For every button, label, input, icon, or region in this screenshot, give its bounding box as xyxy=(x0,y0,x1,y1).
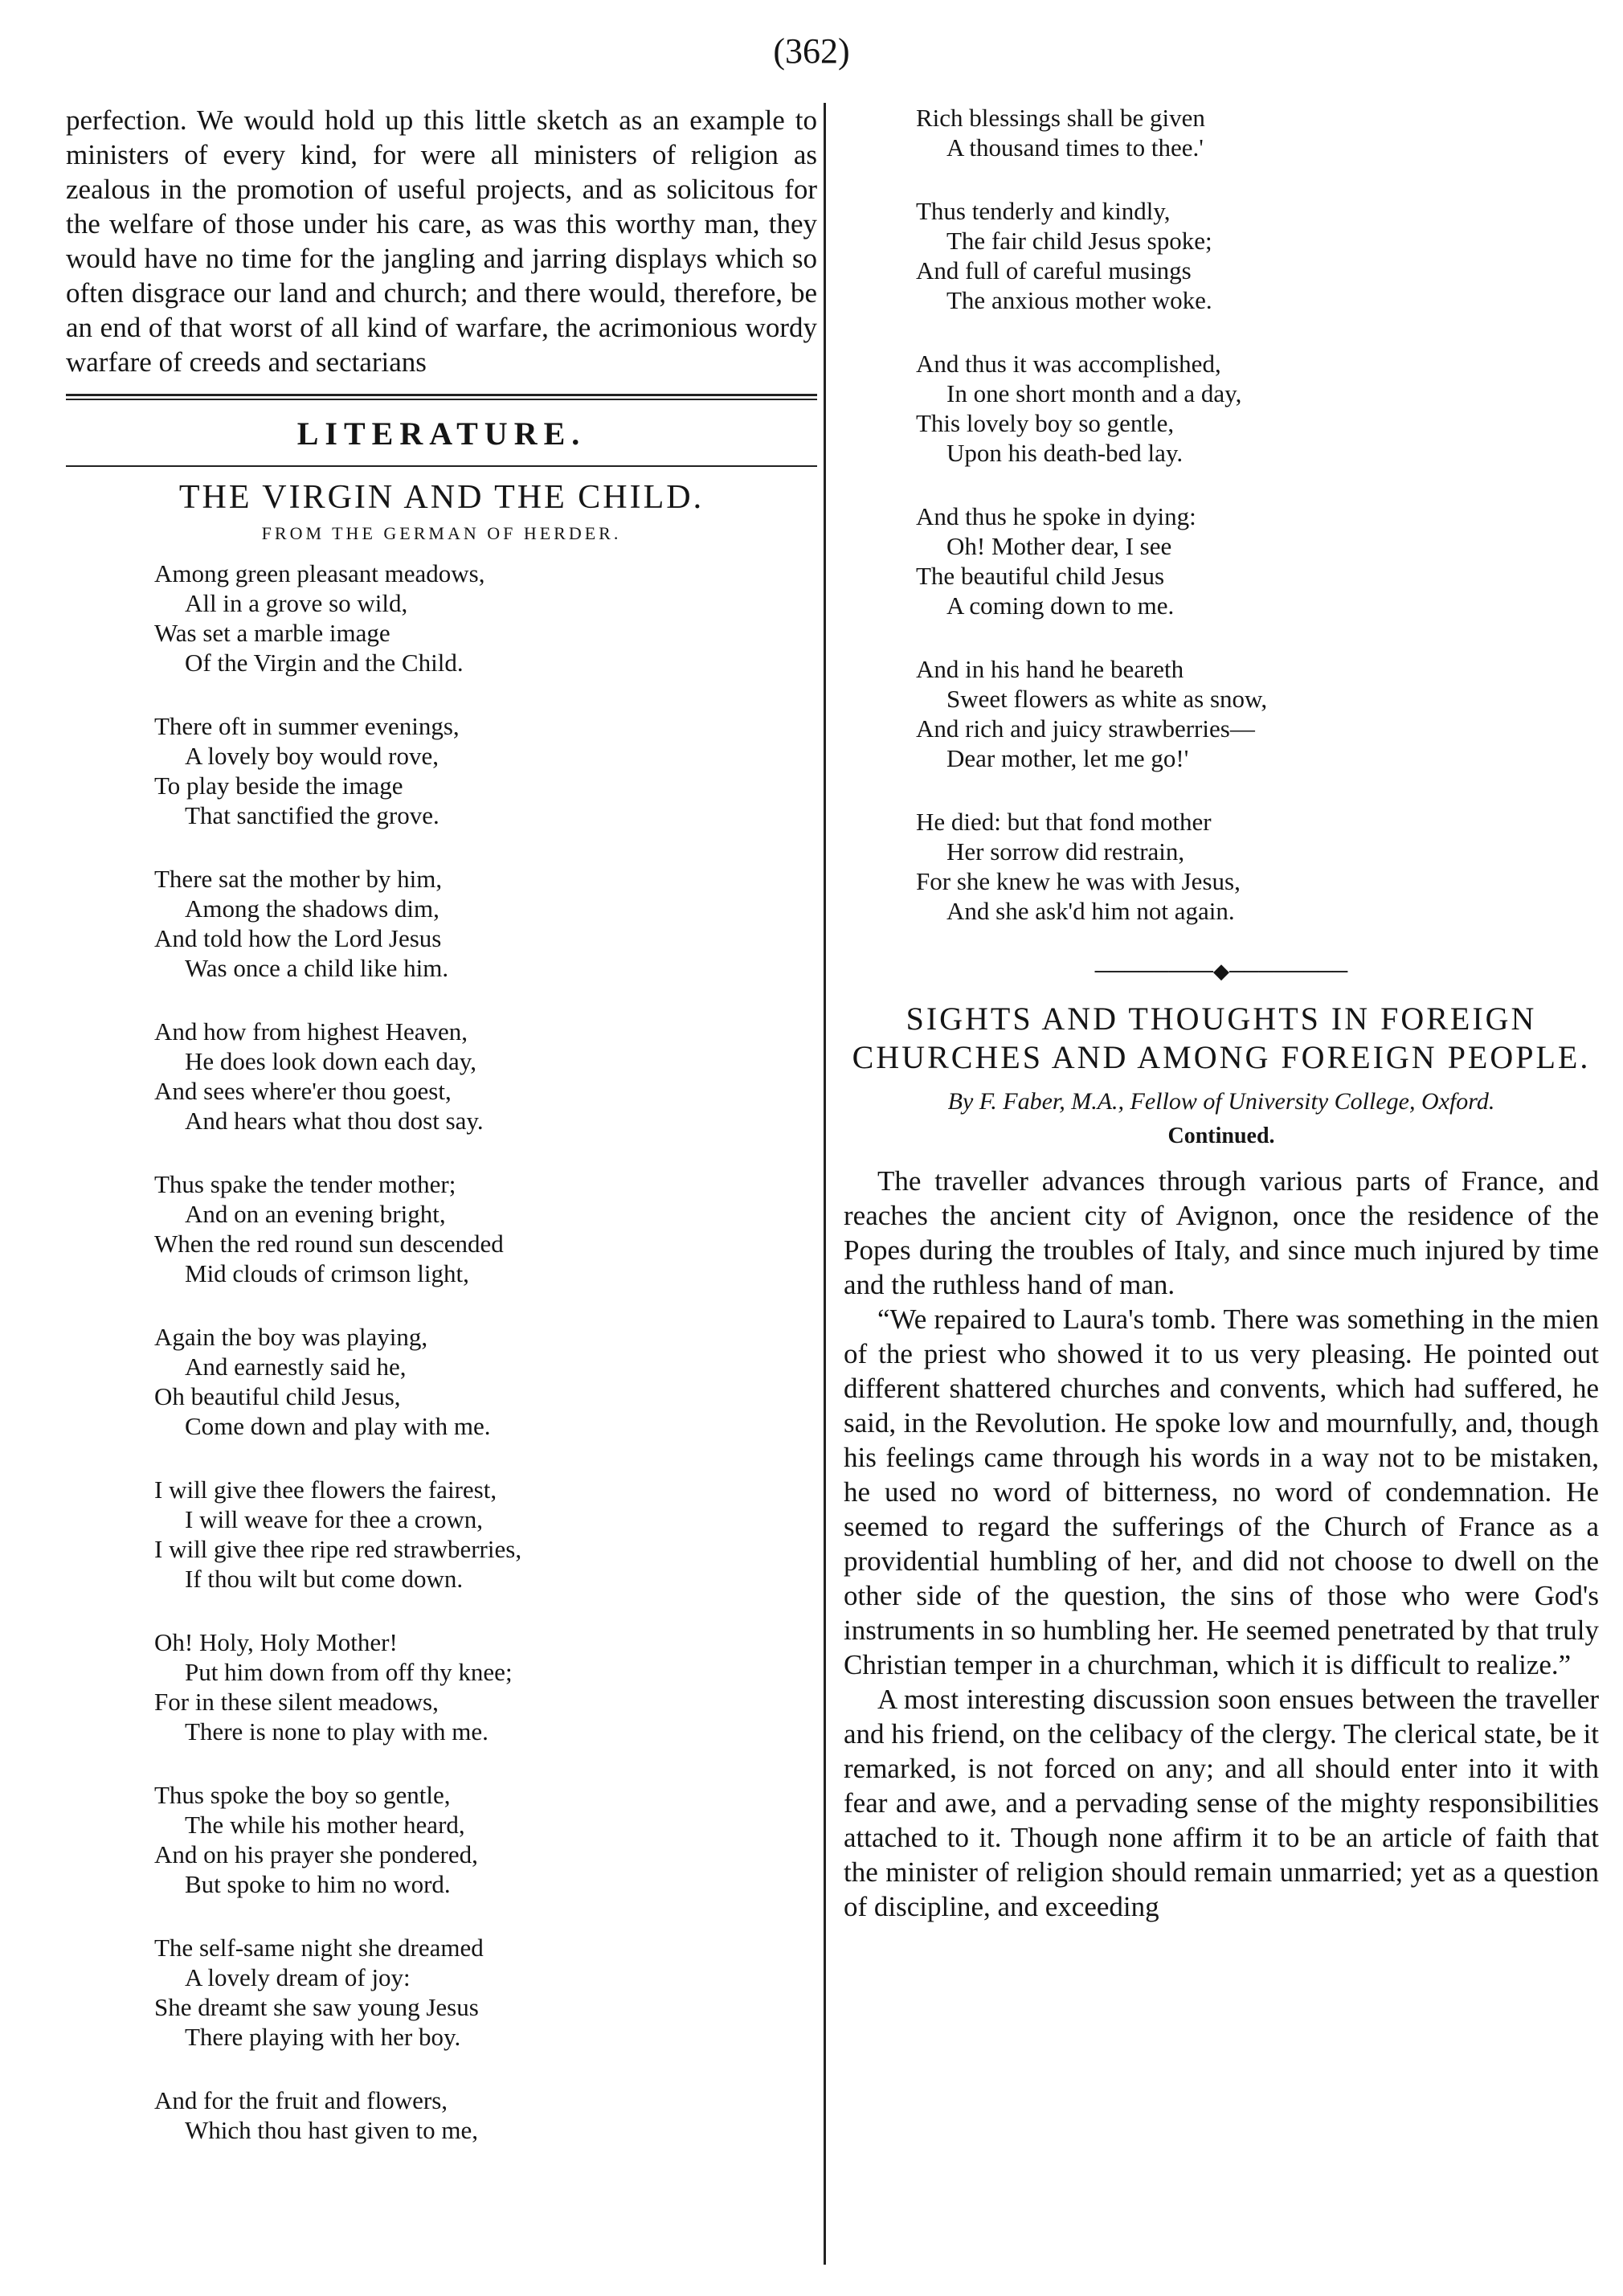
poem-line: And rich and juicy strawberries— xyxy=(916,714,1255,743)
poem-line: She dreamt she saw young Jesus xyxy=(154,1993,479,2021)
poem-line: And earnestly said he, xyxy=(185,1353,407,1381)
poem-line: A lovely boy would rove, xyxy=(185,742,439,770)
poem-line: When the red round sun descended xyxy=(154,1230,504,1258)
poem-line: I will give thee ripe red strawberries, xyxy=(154,1535,522,1563)
article-title: SIGHTS AND THOUGHTS IN FOREIGN CHURCHES AND AMONG FOREIGN PEOPLE. xyxy=(852,1001,1591,1075)
stanza xyxy=(154,711,817,830)
poem-line: Her sorrow did restrain, xyxy=(946,837,1185,866)
poem-line: And for the fruit and flowers, xyxy=(154,2086,448,2114)
poem-line: And sees where'er thou goest, xyxy=(154,1077,452,1105)
poem-line: Among the shadows dim, xyxy=(185,894,439,923)
poem-line: And thus it was accomplished, xyxy=(916,350,1221,378)
poem-line: That sanctified the grove. xyxy=(185,801,439,829)
left-column xyxy=(66,103,817,2179)
poem-line: Thus spoke the boy so gentle, xyxy=(154,1781,451,1809)
poem-line: The fair child Jesus spoke; xyxy=(946,227,1212,255)
poem-line: Thus spake the tender mother; xyxy=(154,1170,456,1198)
poem-line: In one short month and a day, xyxy=(946,379,1242,407)
poem-line: Was once a child like him. xyxy=(185,954,449,982)
poem-line: All in a grove so wild, xyxy=(185,589,408,617)
stanza xyxy=(154,1780,817,1899)
poem-line: Mid clouds of crimson light, xyxy=(185,1259,469,1287)
poem-line: Rich blessings shall be given xyxy=(916,104,1205,132)
poem-line: And told how the Lord Jesus xyxy=(154,924,442,952)
article-paragraph: The traveller advances through various parts of France, and reaches the ancient city of Avignon, once the residence of the Popes during the troubles of Italy, and since much injured by time and the ruthless hand of man. xyxy=(844,1165,1599,1300)
stanza xyxy=(154,1017,817,1136)
poem-line: Thus tenderly and kindly, xyxy=(916,197,1171,225)
article-byline: By F. Faber, M.A., Fellow of University College, Oxford. xyxy=(947,1088,1495,1115)
poem-line: Dear mother, let me go!' xyxy=(946,744,1189,772)
poem-line: For she knew he was with Jesus, xyxy=(916,867,1241,895)
poem-line: There playing with her boy. xyxy=(185,2023,461,2051)
stanza xyxy=(154,1475,817,1594)
poem-line: The anxious mother woke. xyxy=(946,286,1212,314)
poem-line: A lovely dream of joy: xyxy=(185,1963,411,1991)
poem-line: This lovely boy so gentle, xyxy=(916,409,1175,437)
poem-title: THE VIRGIN AND THE CHILD. xyxy=(178,479,705,516)
article-paragraph: A most interesting discussion soon ensues between the traveller and his friend, on the celibacy of the clergy. The clerical state, be it remarked, is not forced on any; and all should enter into it with fear and awe, and a pervading sense of the mighty responsibilities attached to it. Though none affirm it to be an article of faith that the minister of religion should remain unmarried; yet as a question of discipline, and exceeding xyxy=(844,1684,1599,1922)
stanza xyxy=(916,501,1599,620)
poem-line: There is none to play with me. xyxy=(185,1717,489,1746)
stanza xyxy=(154,1933,817,2052)
poem-line: And how from highest Heaven, xyxy=(154,1017,468,1046)
poem-line: Sweet flowers as white as snow, xyxy=(946,685,1268,713)
section-heading: LITERATURE. xyxy=(296,415,587,452)
poem-line: And thus he spoke in dying: xyxy=(916,502,1196,530)
article-continued: Continued. xyxy=(1167,1123,1275,1148)
stanza xyxy=(154,864,817,983)
poem-left xyxy=(66,559,817,2145)
poem-line: There oft in summer evenings, xyxy=(154,712,460,740)
poem-line: He does look down each day, xyxy=(185,1047,476,1075)
stanza xyxy=(154,1169,817,1288)
ornament-divider: ────────◆──────── xyxy=(1094,960,1348,983)
poem-line: Oh beautiful child Jesus, xyxy=(154,1382,401,1410)
poem-right xyxy=(844,103,1599,926)
poem-line: Upon his death-bed lay. xyxy=(946,439,1184,467)
poem-line: There sat the mother by him, xyxy=(154,865,443,893)
poem-subtitle: FROM THE GERMAN OF HERDER. xyxy=(261,523,622,543)
page-number: (362) xyxy=(773,31,850,71)
poem-line: Again the boy was playing, xyxy=(154,1323,428,1351)
poem-line: He died: but that fond mother xyxy=(916,808,1212,836)
stanza xyxy=(916,349,1599,468)
poem-line: Was set a marble image xyxy=(154,619,390,647)
column-divider xyxy=(824,103,826,2265)
stanza xyxy=(154,559,817,677)
stanza xyxy=(916,654,1599,773)
stanza xyxy=(154,1322,817,1441)
article-body xyxy=(844,1164,1599,1924)
section-rule-thin xyxy=(66,465,817,467)
poem-line: Among green pleasant meadows, xyxy=(154,559,485,587)
right-column xyxy=(844,103,1599,1924)
poem-line: For in these silent meadows, xyxy=(154,1688,439,1716)
poem-line: And full of careful musings xyxy=(916,256,1192,284)
poem-line: And she ask'd him not again. xyxy=(946,897,1235,925)
poem-line: Oh! Holy, Holy Mother! xyxy=(154,1628,398,1656)
poem-line: The self-same night she dreamed xyxy=(154,1934,484,1962)
poem-line: The while his mother heard, xyxy=(185,1811,465,1839)
stanza xyxy=(916,196,1599,315)
poem-line: And in his hand he beareth xyxy=(916,655,1184,683)
poem-line: A coming down to me. xyxy=(946,591,1175,620)
poem-line: Of the Virgin and the Child. xyxy=(185,649,464,677)
poem-line: I will give thee flowers the fairest, xyxy=(154,1475,497,1504)
poem-line: I will weave for thee a crown, xyxy=(185,1505,483,1533)
poem-line: Come down and play with me. xyxy=(185,1412,491,1440)
intro-paragraph: perfection. We would hold up this little sketch as an example to ministers of every kind, for were all ministers of religion as zealous in the promotion of useful projects, and as solicitous for the welfare of those under his care, as was this worthy man, they would have no time for the jangling and jarring displays which so often disgrace our land and church; and there would, therefore, be an end of that worst of all kind of warfare, the acrimonious wordy warfare of creeds and sectarians xyxy=(66,104,817,378)
poem-line: Oh! Mother dear, I see xyxy=(946,532,1172,560)
section-rule xyxy=(66,394,817,400)
poem-line: Put him down from off thy knee; xyxy=(185,1658,513,1686)
poem-line: And hears what thou dost say. xyxy=(185,1107,484,1135)
poem-line: And on an evening bright, xyxy=(185,1200,446,1228)
stanza xyxy=(916,807,1599,926)
stanza xyxy=(154,2085,817,2145)
poem-line: But spoke to him no word. xyxy=(185,1870,451,1898)
poem-line: To play beside the image xyxy=(154,771,403,800)
stanza xyxy=(916,103,1599,162)
stanza xyxy=(154,1627,817,1746)
poem-line: If thou wilt but come down. xyxy=(185,1565,464,1593)
poem-line: And on his prayer she pondered, xyxy=(154,1840,478,1868)
article-paragraph: “We repaired to Laura's tomb. There was something in the mien of the priest who showed it to us very pleasing. He pointed out different shattered churches and convents, which had suffered, he said, in the Revolution. He spoke low and mournfully, and, though his feelings came through his words in a way not to be mistaken, he used no word of bitterness, no word of condemnation. He seemed to regard the sufferings of the Church of France as a providential humbling of her, and did not choose to dwell on the other side of the question, the sins of those who were God's instruments in so humbling her. He seemed penetrated by that truly Christian temper in a churchman, which it is difficult to realize.” xyxy=(844,1304,1599,1680)
poem-line: The beautiful child Jesus xyxy=(916,562,1165,590)
poem-line: A thousand times to thee.' xyxy=(946,133,1204,162)
poem-line: Which thou hast given to me, xyxy=(185,2116,479,2144)
